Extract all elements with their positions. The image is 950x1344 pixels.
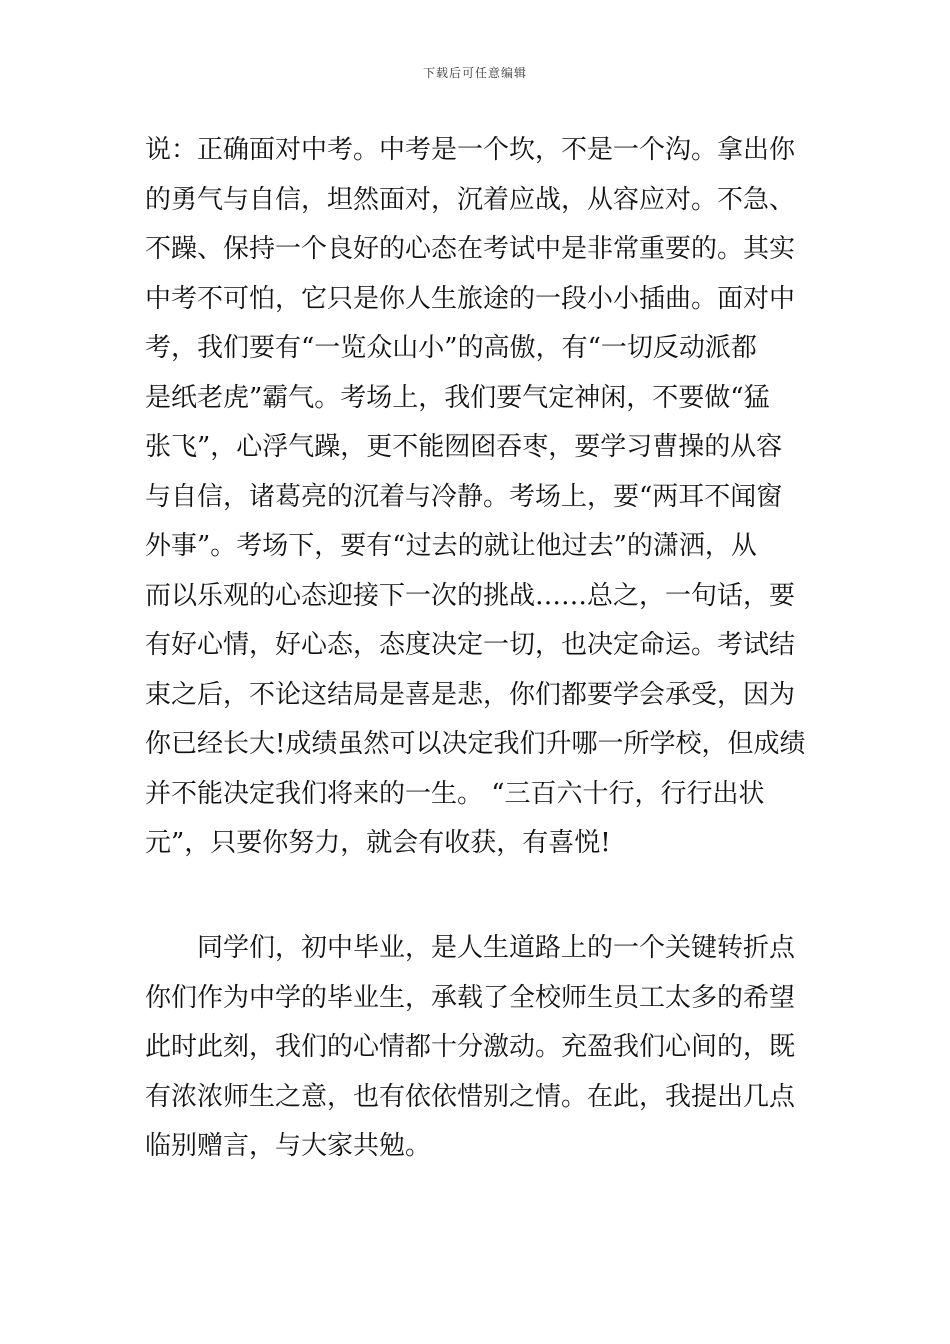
- text-line: 束之后，不论这结局是喜是悲，你们都要学会承受，因为: [145, 679, 796, 710]
- text-line: 中考不可怕，它只是你人生旅途的一段小小插曲。面对中: [145, 283, 796, 314]
- text-line: 是纸老虎”霸气。考场上，我们要气定神闲，不要做“猛: [145, 382, 770, 413]
- text-line: 外事”。考场下，要有“过去的就让他过去”的潇洒，从: [145, 531, 757, 561]
- text-line: 有浓浓师生之意，也有依依惜别之情。在此，我提出几点: [145, 1081, 796, 1112]
- text-line: 不躁、保持一个良好的心态在考试中是非常重要的。其实: [145, 234, 796, 264]
- text-line: 你已经长大!成绩虽然可以决定我们升哪一所学校，但成绩: [145, 729, 806, 759]
- text-line: 有好心情，好心态，态度决定一切，也决定命运。考试结: [145, 630, 796, 660]
- text-line: 与自信，诸葛亮的沉着与冷静。考场上，要“两耳不闻窗: [145, 481, 783, 512]
- text-line: 元”，只要你努力，就会有收获，有喜悦!: [145, 828, 611, 858]
- text-line: 说：正确面对中考。中考是一个坎，不是一个沟。拿出你: [145, 135, 796, 165]
- text-line: 同学们，初中毕业，是人生道路上的一个关键转折点: [145, 933, 796, 963]
- text-line: 你们作为中学的毕业生，承载了全校师生员工太多的希望: [145, 982, 796, 1013]
- text-line: 考，我们要有“一览众山小”的高傲，有“一切反动派都: [145, 333, 757, 363]
- page-header: 下载后可任意编辑: [422, 66, 527, 80]
- paragraph-1: [145, 126, 807, 869]
- paragraph-2: [145, 924, 807, 1172]
- text-line: 并不能决定我们将来的一生。 “三百六十行，行行出状: [145, 778, 765, 809]
- text-line: 此时此刻，我们的心情都十分激动。充盈我们心间的，既: [145, 1032, 796, 1062]
- text-line: 临别赠言，与大家共勉。: [145, 1131, 432, 1161]
- text-line: 的勇气与自信，坦然面对，沉着应战，从容应对。不急、: [145, 184, 796, 215]
- text-line: 张飞”，心浮气躁，更不能囫囵吞枣，要学习曹操的从容: [145, 432, 783, 462]
- text-line: 而以乐观的心态迎接下一次的挑战……总之，一句话，要: [145, 580, 796, 611]
